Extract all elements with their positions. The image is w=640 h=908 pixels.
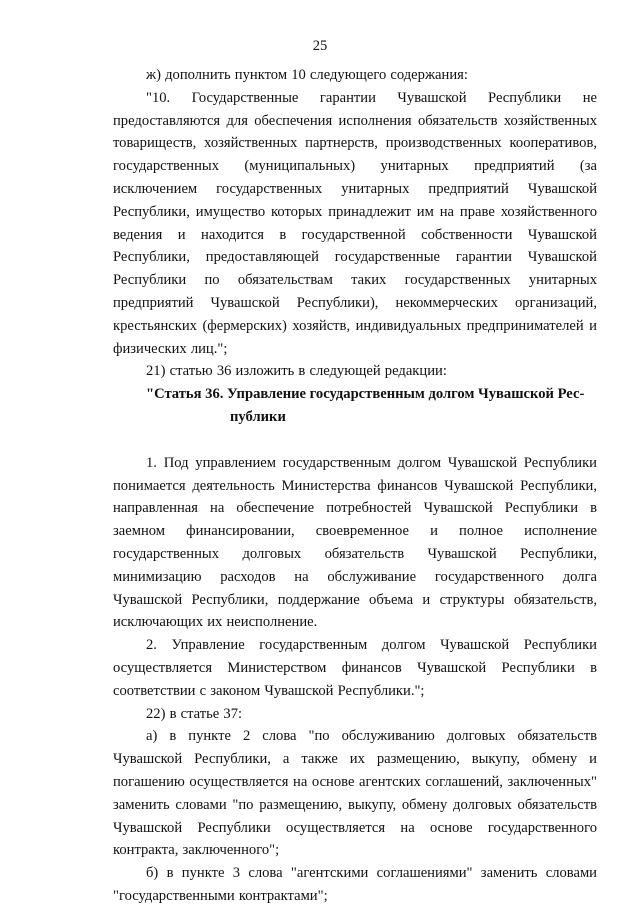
amendment-clause-10: "10. Государственные гарантии Чувашской Республики не предоставляются для обеспечения исполнения обязательств хозяйственных товариществ, хозяйственных партнерств, производственных кооперативов, государственных (муниципальных) унитарных предприятий (за исключением государственных унитарных предприятий Чувашской Республики, имущество которых принадлежит им на праве хозяйственного ведения и находится в государственной собственности Чувашской Республики, предоставляющей государственные гарантии Чувашской Республики по обязательствам таких государственных унитарных предприятий Чувашской Республики), некоммерческих организаций, крестьянских (фермерских) хозяйств, индивидуальных предпринимателей и физических лиц."; [113, 89, 597, 357]
page-number: 25 [312, 38, 328, 54]
article-36-part-2: 2. Управление государственным долгом Чувашской Республики осуществляется Министерством финансов Чувашской Республики в соответствии с законом Чувашской Республики."; [113, 637, 597, 699]
amendment-item-22: 22) в статье 37: [146, 705, 243, 722]
heading-spacer [113, 429, 597, 452]
amendment-subitem-b: б) в пункте 3 слова "агентскими соглашениями" заменить словами "государственными контрактами"; [113, 865, 597, 904]
document-body [113, 64, 597, 908]
article-36-heading-line2: публики [230, 408, 286, 425]
article-36-heading [113, 383, 597, 429]
amendment-subitem-a: а) в пункте 2 слова "по обслуживанию долговых обязательств Чувашской Республики, а также их размещению, выкупу, обмену и погашению осуществляется на основе агентских соглашений, заключенных" заменить словами "по размещению, выкупу, обмену долговых обязательств Чувашской Республики осуществляется на основе государственного контракта, заключенного"; [113, 728, 597, 859]
amendment-item-zh: ж) дополнить пунктом 10 следующего содержания: [146, 67, 468, 83]
article-36-part-1: 1. Под управлением государственным долгом Чувашской Республики понимается деятельность Министерства финансов Чувашской Республики, направленная на обеспечение потребностей Чувашской Республики в заемном финансировании, своевременное и полное исполнение государственных долговых обязательств Чувашской Республики, минимизацию расходов на обслуживание государственного долга Чувашской Республики, поддержание объема и структуры обязательств, исключающих их неисполнение. [113, 454, 597, 631]
amendment-item-21: 21) статью 36 изложить в следующей редакции: [146, 363, 447, 380]
article-36-heading-line1: "Статья 36. Управление государственным долгом Чувашской Рес- [146, 386, 585, 403]
